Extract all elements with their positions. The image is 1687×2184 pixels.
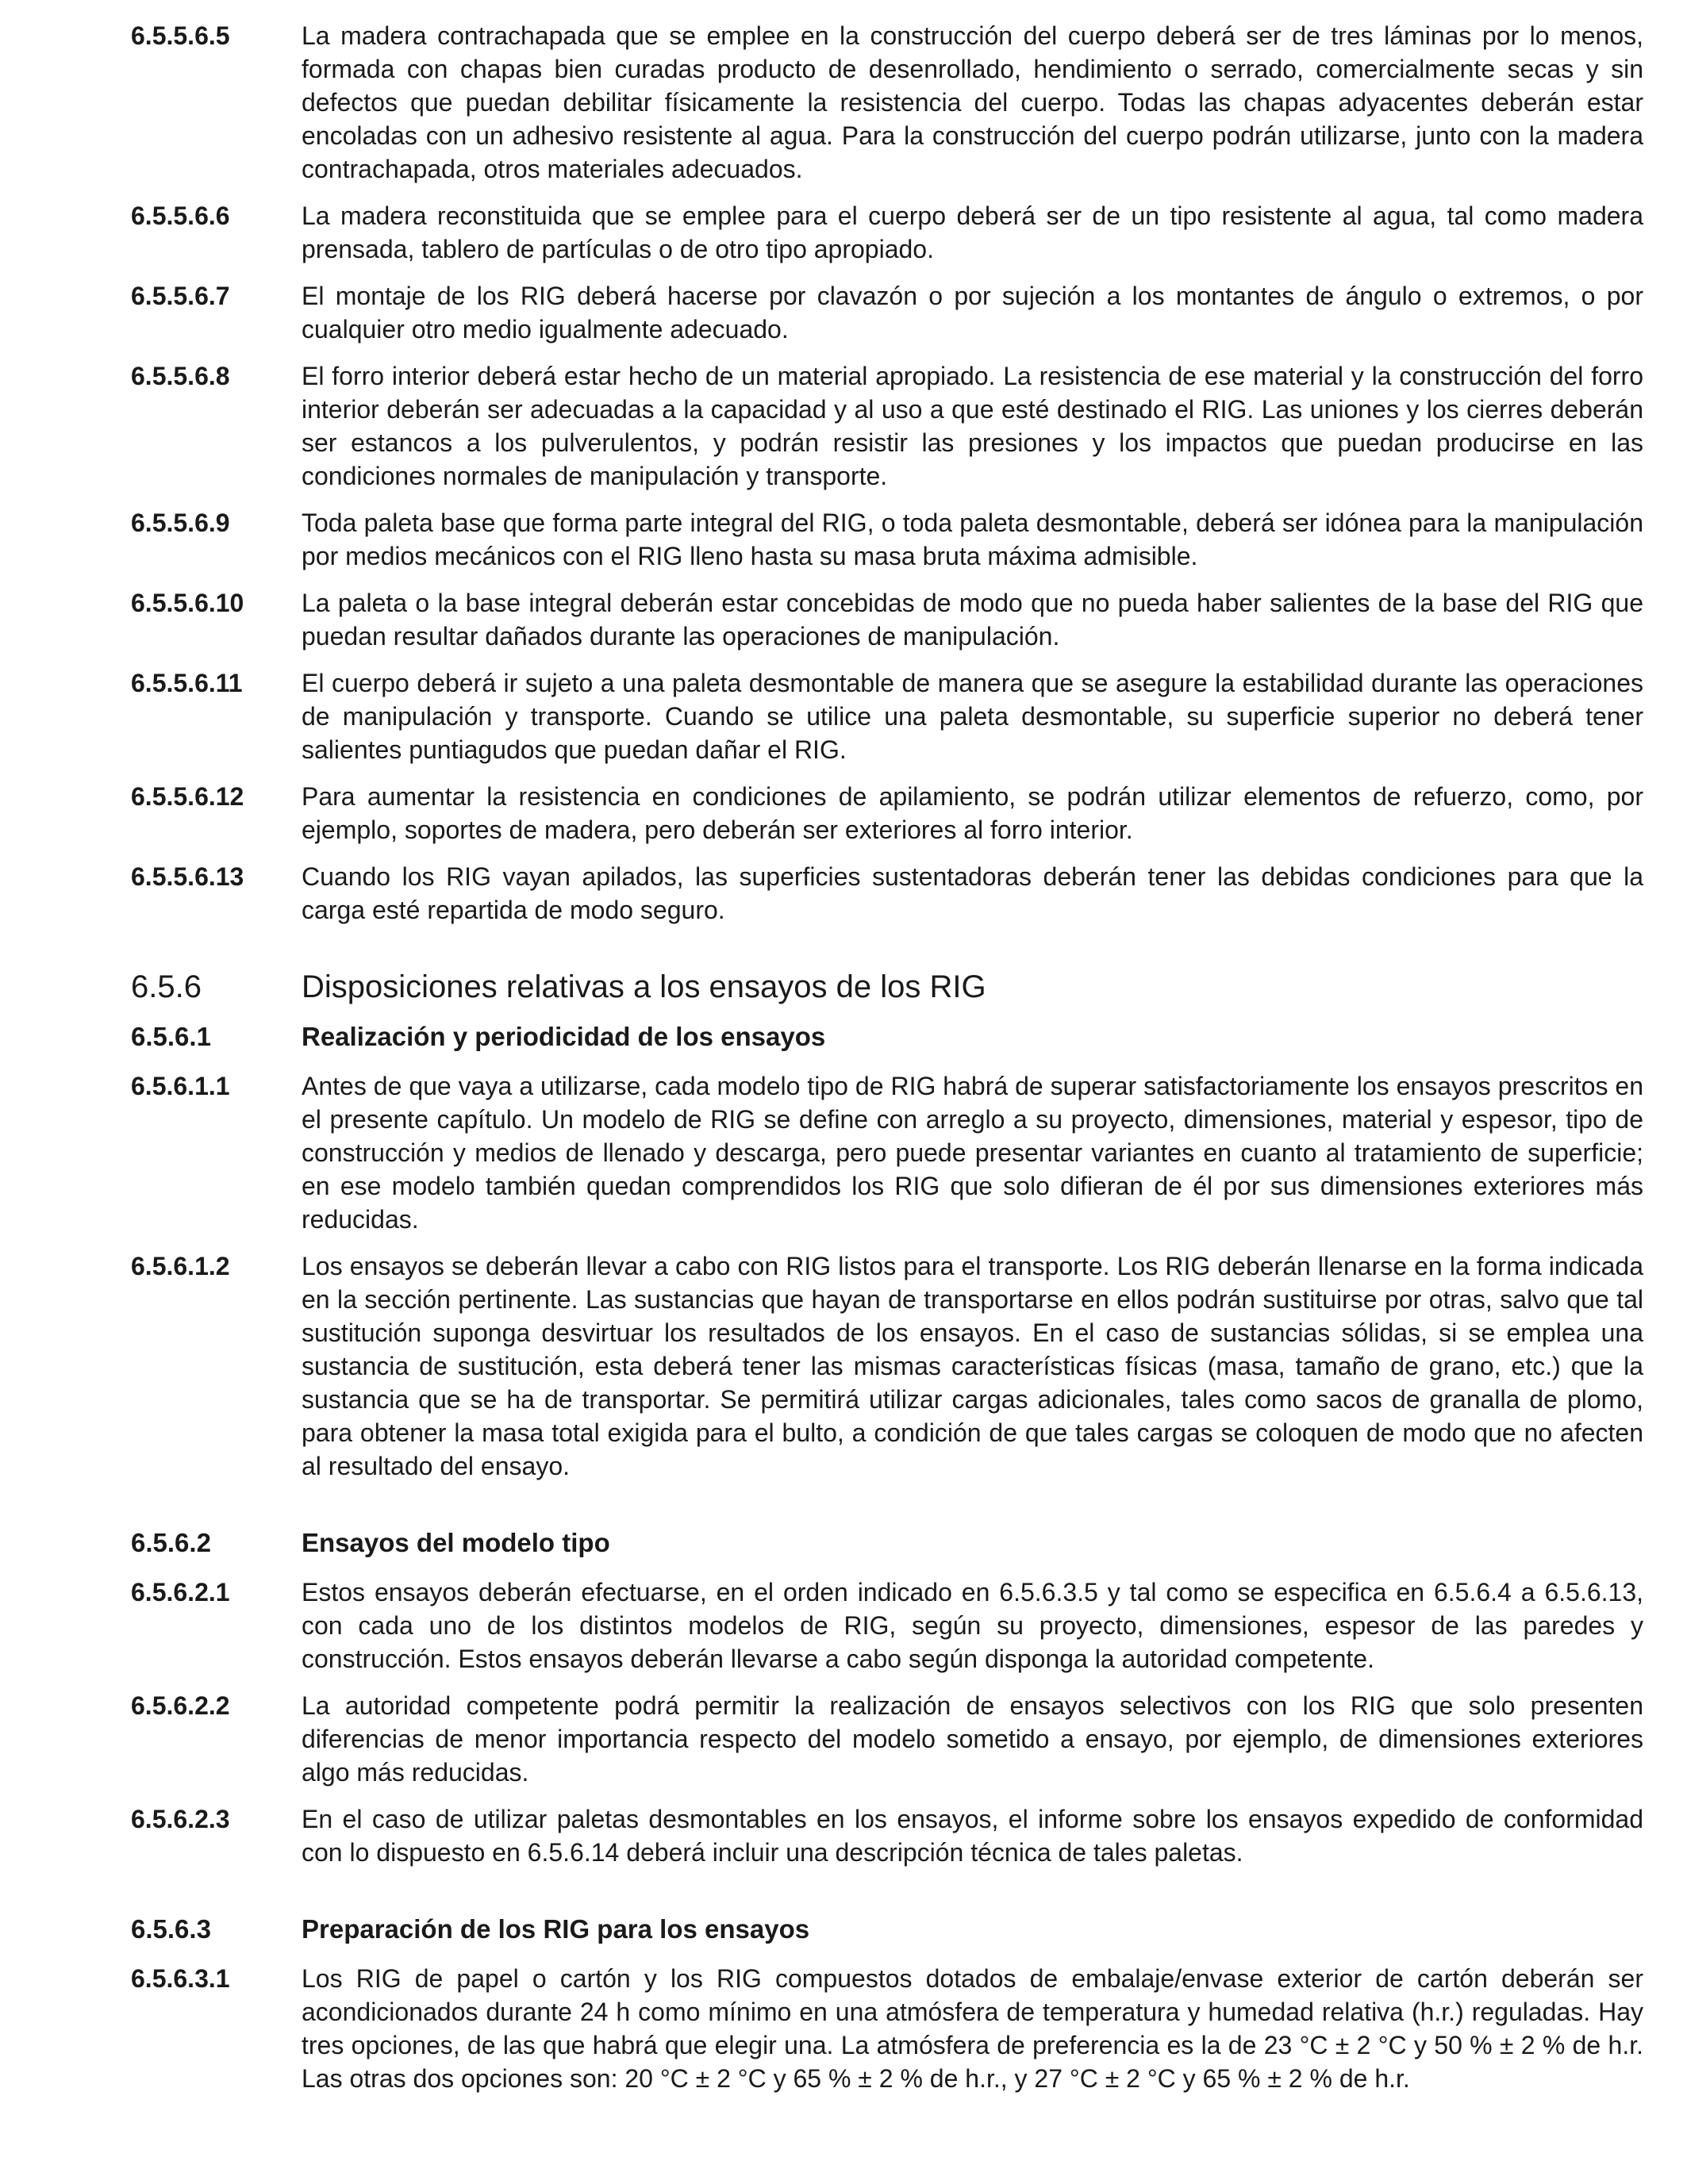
paragraph-6-5-5-6-13: [131, 860, 1643, 927]
paragraph-text: La madera contrachapada que se emplee en la construcción del cuerpo deberá ser de tres láminas por lo menos, formada con chapas bien curadas producto de desenrollado, hendimiento o serrado, comercialmente secas y sin defectos que puedan debilitar físicamente la resistencia del cuerpo. Todas las chapas adyacentes deberán estar encoladas con un adhesivo resistente al agua. Para la construcción del cuerpo podrán utilizarse, junto con la madera contrachapada, otros materiales adecuados.: [302, 21, 1643, 183]
subsection-title: Realización y periodicidad de los ensayos: [302, 1022, 826, 1051]
paragraph-text: Estos ensayos deberán efectuarse, en el orden indicado en 6.5.6.3.5 y tal como se especifica en 6.5.6.4 a 6.5.6.13, con cada uno de los distintos modelos de RIG, según su proyecto, dimensiones, espesor de las paredes y construcción. Estos ensayos deberán llevarse a cabo según disponga la autoridad competente.: [302, 1578, 1643, 1673]
document-page: [131, 19, 1643, 2109]
paragraph-6-5-5-6-11: [131, 666, 1643, 766]
paragraph-number: 6.5.5.6.8: [131, 362, 230, 390]
subsection-heading-6-5-6-1: [131, 1020, 1643, 1054]
paragraph-text: La madera reconstituida que se emplee para el cuerpo deberá ser de un tipo resistente al agua, tal como madera prensada, tablero de partículas o de otro tipo apropiado.: [302, 202, 1643, 263]
subsection-title: Ensayos del modelo tipo: [302, 1528, 610, 1557]
paragraph-text: Los RIG de papel o cartón y los RIG compuestos dotados de embalaje/envase exterior de cartón deberán ser acondicionados durante 24 h como mínimo en una atmósfera de temperatura y humedad relativa (h.r.) reguladas. Hay tres opciones, de las que habrá que elegir una. La atmósfera de preferencia es la de 23 °C ± 2 °C y 50 % ± 2 % de h.r. Las otras dos opciones son: 20 °C ± 2 °C y 65 % ± 2 % de h.r., y 27 °C ± 2 °C y 65 % ± 2 % de h.r.: [302, 1964, 1643, 2093]
paragraph-6-5-5-6-8: [131, 359, 1643, 493]
paragraph-6-5-6-2-2: [131, 1689, 1643, 1789]
paragraph-number: 6.5.5.6.5: [131, 21, 230, 50]
paragraph-6-5-6-1-2: [131, 1249, 1643, 1483]
paragraph-number: 6.5.5.6.10: [131, 589, 244, 617]
paragraph-number: 6.5.6.2.1: [131, 1578, 230, 1606]
paragraph-text: Antes de que vaya a utilizarse, cada modelo tipo de RIG habrá de superar satisfactoriamente los ensayos prescritos en el presente capítulo. Un modelo de RIG se define con arreglo a su proyecto, dimensiones, material y espesor, tipo de construcción y medios de llenado y descarga, pero puede presentar variantes en cuanto al tratamiento de superficie; en ese modelo también quedan comprendidos los RIG que solo difieran de él por sus dimensiones exteriores más reducidas.: [302, 1072, 1643, 1234]
subsection-number: 6.5.6.1: [131, 1022, 211, 1051]
subsection-heading-6-5-6-2: [131, 1526, 1643, 1560]
paragraph-number: 6.5.6.3.1: [131, 1964, 230, 1993]
paragraph-text: Los ensayos se deberán llevar a cabo con RIG listos para el transporte. Los RIG deberán llenarse en la forma indicada en la sección pertinente. Las sustancias que hayan de transportarse en ellos podrán sustituirse por otras, salvo que tal sustitución suponga desvirtuar los resultados de los ensayos. En el caso de sustancias sólidas, si se emplea una sustancia de sustitución, esta deberá tener las mismas características físicas (masa, tamaño de grano, etc.) que la sustancia que se ha de transportar. Se permitirá utilizar cargas adicionales, tales como sacos de granalla de plomo, para obtener la masa total exigida para el bulto, a condición de que tales cargas se coloquen de modo que no afecten al resultado del ensayo.: [302, 1252, 1643, 1480]
subsection-heading-6-5-6-3: [131, 1913, 1643, 1946]
paragraph-text: En el caso de utilizar paletas desmontables en los ensayos, el informe sobre los ensayos expedido de conformidad con lo dispuesto en 6.5.6.14 deberá incluir una descripción técnica de tales paletas.: [302, 1805, 1643, 1867]
paragraph-number: 6.5.5.6.11: [131, 669, 243, 697]
paragraph-number: 6.5.6.1.1: [131, 1072, 230, 1100]
paragraph-6-5-5-6-10: [131, 586, 1643, 653]
subsection-title: Preparación de los RIG para los ensayos: [302, 1914, 810, 1944]
paragraph-text: El forro interior deberá estar hecho de un material apropiado. La resistencia de ese material y la construcción del forro interior deberán ser adecuadas a la capacidad y al uso a que esté destinado el RIG. Las uniones y los cierres deberán ser estancos a los pulverulentos, y podrán resistir las presiones y los impactos que puedan producirse en las condiciones normales de manipulación y transporte.: [302, 362, 1643, 490]
subsection-number: 6.5.6.3: [131, 1914, 211, 1944]
paragraph-text: La paleta o la base integral deberán estar concebidas de modo que no pueda haber salientes de la base del RIG que puedan resultar dañados durante las operaciones de manipulación.: [302, 589, 1643, 651]
paragraph-number: 6.5.5.6.7: [131, 282, 230, 310]
paragraph-6-5-5-6-6: [131, 199, 1643, 266]
paragraph-text: El cuerpo deberá ir sujeto a una paleta desmontable de manera que se asegure la estabilidad durante las operaciones de manipulación y transporte. Cuando se utilice una paleta desmontable, su superficie superior no deberá tener salientes puntiagudos que puedan dañar el RIG.: [302, 669, 1643, 764]
paragraph-number: 6.5.5.6.12: [131, 782, 244, 811]
paragraph-6-5-6-2-3: [131, 1802, 1643, 1869]
section-heading-6-5-6: [131, 968, 1643, 1006]
paragraph-number: 6.5.5.6.6: [131, 202, 230, 230]
paragraph-number: 6.5.5.6.13: [131, 862, 244, 891]
paragraph-6-5-5-6-7: [131, 279, 1643, 346]
paragraph-6-5-5-6-9: [131, 506, 1643, 573]
paragraph-6-5-6-1-1: [131, 1069, 1643, 1236]
paragraph-text: Cuando los RIG vayan apilados, las superficies sustentadoras deberán tener las debidas condiciones para que la carga esté repartida de modo seguro.: [302, 862, 1643, 924]
section-number: 6.5.6: [131, 969, 202, 1004]
paragraph-text: El montaje de los RIG deberá hacerse por clavazón o por sujeción a los montantes de ángulo o extremos, o por cualquier otro medio igualmente adecuado.: [302, 282, 1643, 344]
paragraph-number: 6.5.6.2.2: [131, 1691, 230, 1720]
section-title: Disposiciones relativas a los ensayos de los RIG: [302, 969, 986, 1004]
paragraph-text: Para aumentar la resistencia en condiciones de apilamiento, se podrán utilizar elementos de refuerzo, como, por ejemplo, soportes de madera, pero deberán ser exteriores al forro interior.: [302, 782, 1643, 844]
paragraph-6-5-6-2-1: [131, 1576, 1643, 1675]
paragraph-6-5-5-6-12: [131, 780, 1643, 846]
paragraph-number: 6.5.6.1.2: [131, 1252, 230, 1280]
paragraph-text: La autoridad competente podrá permitir la realización de ensayos selectivos con los RIG que solo presenten diferencias de menor importancia respecto del modelo sometido a ensayo, por ejemplo, de dimensiones exteriores algo más reducidas.: [302, 1691, 1643, 1787]
paragraph-6-5-5-6-5: [131, 19, 1643, 186]
paragraph-number: 6.5.6.2.3: [131, 1805, 230, 1833]
subsection-number: 6.5.6.2: [131, 1528, 211, 1557]
paragraph-number: 6.5.5.6.9: [131, 509, 230, 537]
paragraph-text: Toda paleta base que forma parte integral del RIG, o toda paleta desmontable, deberá ser idónea para la manipulación por medios mecánicos con el RIG lleno hasta su masa bruta máxima admisible.: [302, 509, 1643, 570]
paragraph-6-5-6-3-1: [131, 1962, 1643, 2095]
